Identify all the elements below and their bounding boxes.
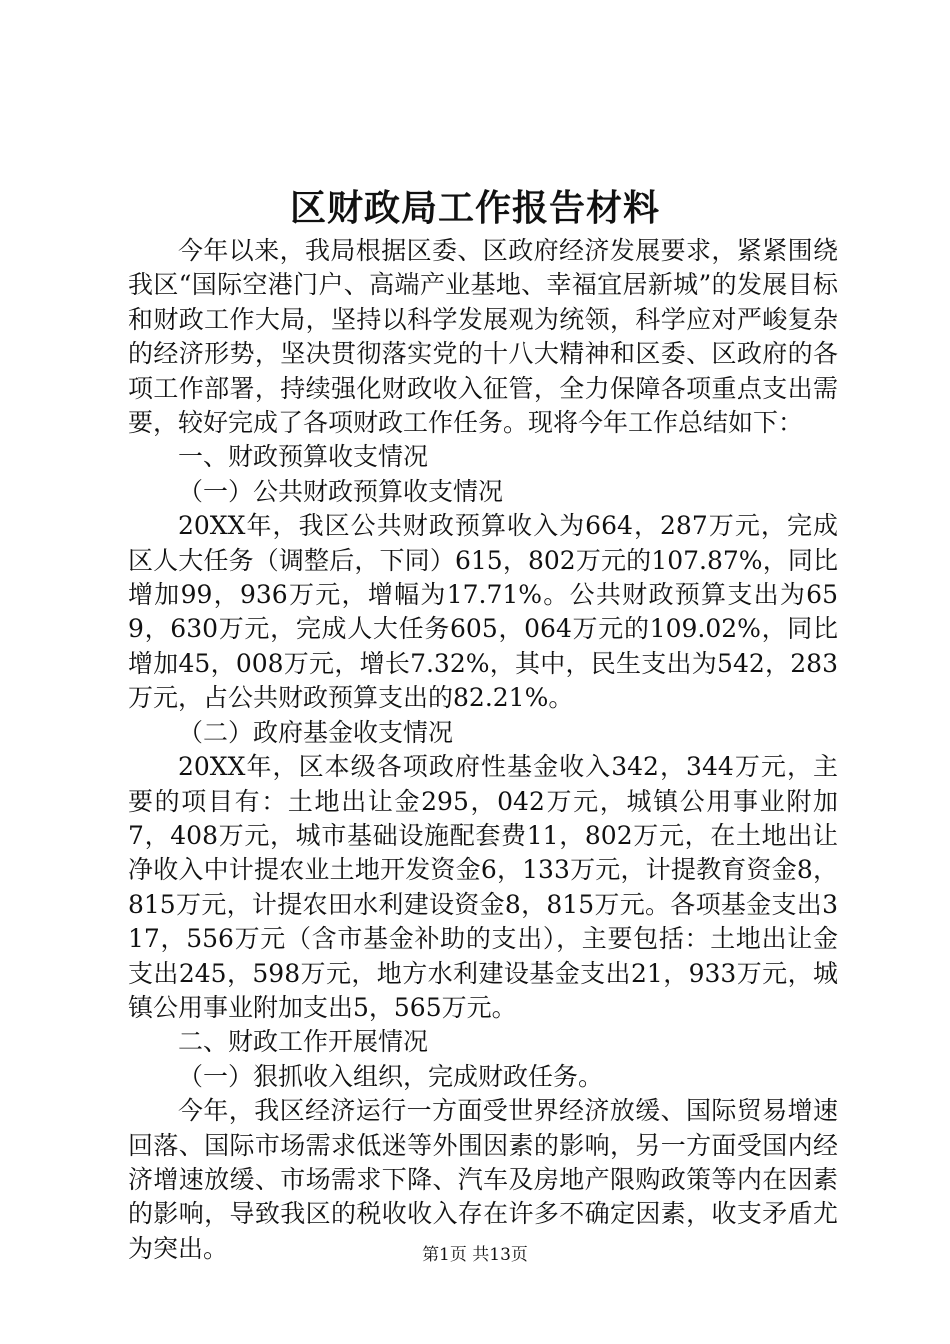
document-body (128, 234, 838, 1266)
body-paragraph-government-fund: 20XX年，区本级各项政府性基金收入342，344万元，主要的项目有：土地出让金295，042万元，城镇公用事业附加7，408万元，城市基础设施配套费11，802万元，在土地出让净收入中计提农业土地开发资金6，133万元，计提教育资金8，815万元，计提农田水利建设资金8，815万元。各项基金支出317，556万元（含市基金补助的支出），主要包括：土地出让金支出245，598万元，地方水利建设基金支出21，933万元，城镇公用事业附加支出5，565万元。 (128, 752, 838, 1022)
body-paragraph-public-budget: 20XX年，我区公共财政预算收入为664，287万元，完成区人大任务（调整后，下同）615，802万元的107.87%，同比增加99，936万元，增幅为17.71%。公共财政预算支出为659，630万元，完成人大任务605，064万元的109.02%，同比增加45，008万元，增长7.32%，其中，民生支出为542，283万元，占公共财政预算支出的82.21%。 (128, 511, 838, 713)
subsection-heading-1-2: （二）政府基金收支情况 (178, 717, 454, 747)
subsection-heading-1-1: （一）公共财政预算收支情况 (178, 476, 504, 506)
document-title: 区财政局工作报告材料 (289, 187, 660, 229)
section-heading-1: 一、财政预算收支情况 (178, 442, 429, 472)
body-paragraph-revenue: 今年，我区经济运行一方面受世界经济放缓、国际贸易增速回落、国际市场需求低迷等外围因素的影响，另一方面受国内经济增速放缓、市场需求下降、汽车及房地产限购政策等内在因素的影响，导致我区的税收收入存在许多不确定因素，收支矛盾尤为突出。 (128, 1096, 838, 1263)
section-heading-2: 二、财政工作开展情况 (178, 1027, 429, 1057)
subsection-heading-2-1: （一）狠抓收入组织，完成财政任务。 (178, 1061, 604, 1091)
page-footer: 第1页 共13页 (422, 1245, 528, 1265)
intro-paragraph: 今年以来，我局根据区委、区政府经济发展要求，紧紧围绕我区“国际空港门户、高端产业基地、幸福宜居新城”的发展目标和财政工作大局，坚持以科学发展观为统领，科学应对严峻复杂的经济形势，坚决贯彻落实党的十八大精神和区委、区政府的各项工作部署，持续强化财政收入征管，全力保障各项重点支出需要，较好完成了各项财政工作任务。现将今年工作总结如下： (128, 236, 838, 438)
